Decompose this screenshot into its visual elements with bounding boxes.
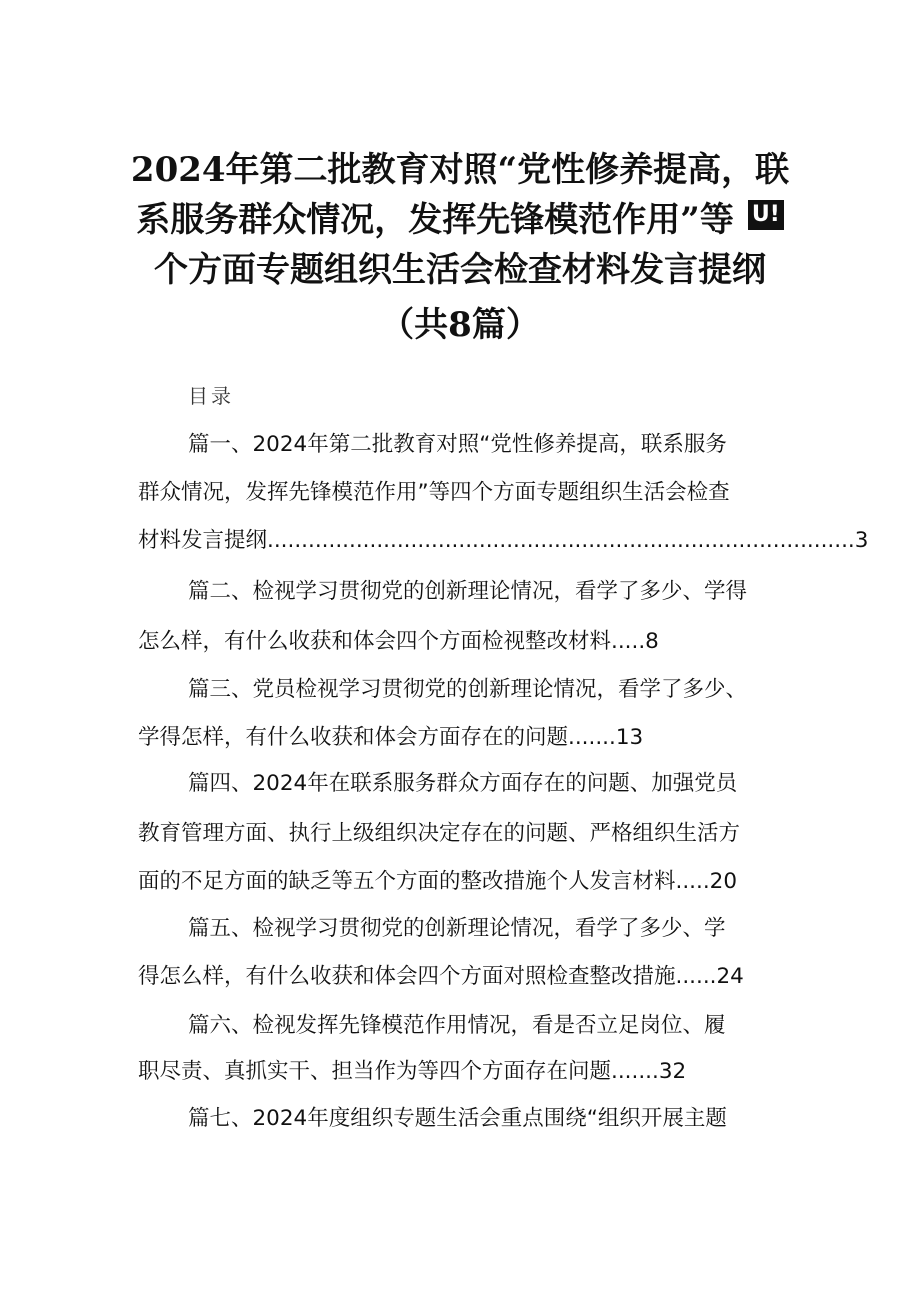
document-title-line-3: 个方面专题组织生活会检查材料发言提纲	[154, 250, 766, 290]
document-title-line-1: 2024年第二批教育对照“党性修养提高，联	[130, 150, 790, 190]
toc-entry-6-line-1[interactable]: 篇六、检视发挥先锋模范作用情况，看是否立足岗位、履	[188, 1013, 726, 1038]
toc-entry-7-line-1[interactable]: 篇七、2024年度组织专题生活会重点围绕“组织开展主题	[188, 1106, 727, 1131]
toc-entry-3-line-1[interactable]: 篇三、党员检视学习贯彻党的创新理论情况，看学了多少、	[188, 677, 748, 702]
document-title-count: （共8篇）	[380, 305, 540, 345]
toc-entry-5-line-2[interactable]: 得怎么样，有什么收获和体会四个方面对照检查整改措施......24	[138, 964, 744, 989]
toc-entry-6-line-2[interactable]: 职尽责、真抓实干、担当作为等四个方面存在问题.......32	[138, 1059, 687, 1084]
toc-entry-1-line-1[interactable]: 篇一、2024年第二批教育对照“党性修养提高，联系服务	[188, 432, 727, 457]
toc-entry-4-line-3[interactable]: 面的不足方面的缺乏等五个方面的整改措施个人发言材料.....20	[138, 869, 738, 894]
toc-entry-3-line-2[interactable]: 学得怎样，有什么收获和体会方面存在的问题.......13	[138, 725, 644, 750]
toc-entry-5-line-1[interactable]: 篇五、检视学习贯彻党的创新理论情况，看学了多少、学	[188, 916, 726, 941]
title-badge: U!	[748, 200, 784, 230]
document-title-line-2-text: 系服务群众情况，发挥先锋模范作用”等	[136, 200, 734, 240]
toc-entry-1-line-2[interactable]: 群众情况，发挥先锋模范作用”等四个方面专题组织生活会检查	[138, 480, 730, 505]
toc-entry-4-line-1[interactable]: 篇四、2024年在联系服务群众方面存在的问题、加强党员	[188, 771, 738, 796]
toc-entry-4-line-2[interactable]: 教育管理方面、执行上级组织决定存在的问题、严格组织生活方	[138, 821, 741, 846]
document-title-line-2	[0, 196, 920, 244]
toc-entry-1-line-3[interactable]	[138, 525, 869, 557]
toc-heading: 目录	[188, 384, 234, 408]
toc-entry-2-line-2[interactable]: 怎么样，有什么收获和体会四个方面检视整改材料.....8	[138, 629, 659, 654]
toc-entry-1-line-3-text: 材料发言提纲......................................................................................3	[138, 528, 869, 553]
toc-entry-2-line-1[interactable]: 篇二、检视学习贯彻党的创新理论情况，看学了多少、学得	[188, 579, 748, 604]
